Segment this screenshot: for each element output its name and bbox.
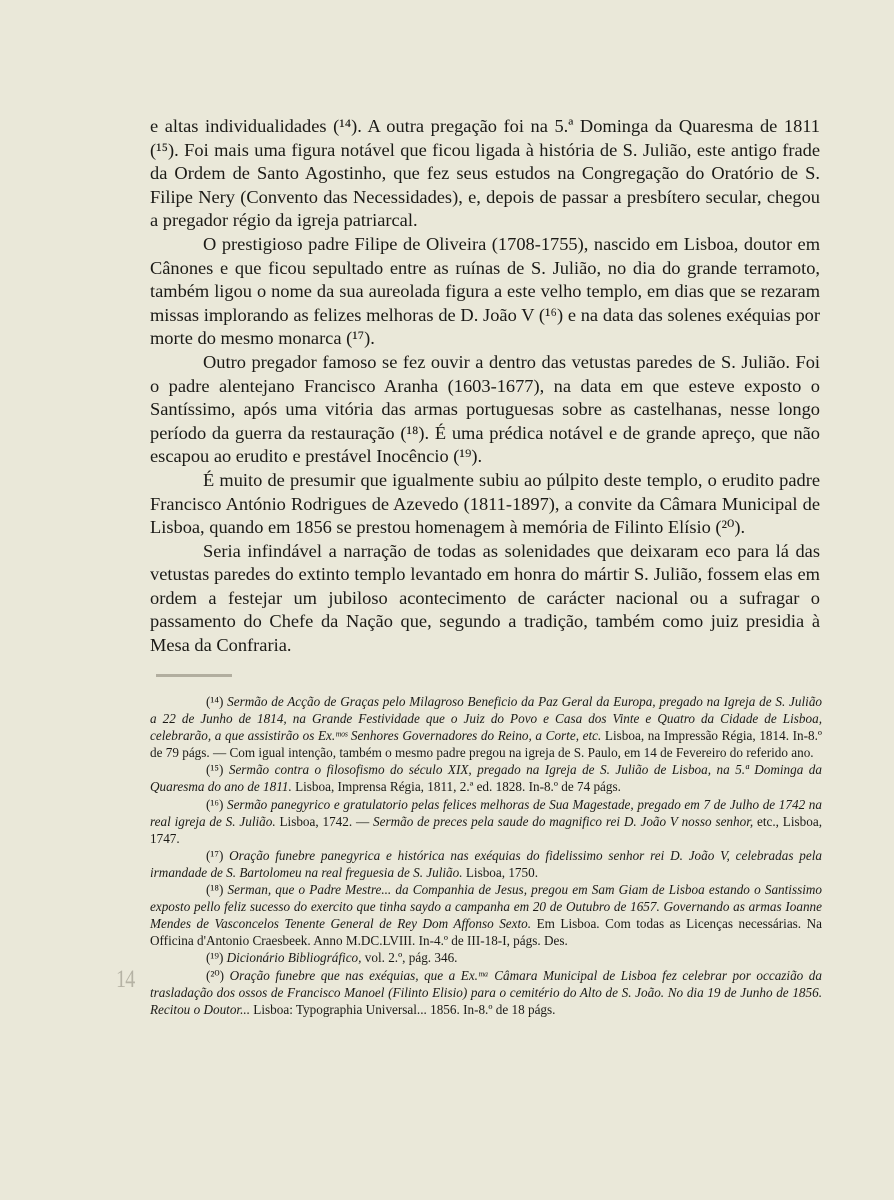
footnotes [150,693,822,1018]
main-text [150,115,820,658]
footnote-title: Oração funebre panegyrica e histórica nas exéquias do fidelissimo senhor rei D. João V, celebradas pela irmandade de S. Bartolomeu na real freguesia de S. Julião. [150,847,822,880]
footnote-0 [150,693,822,761]
paragraph-5: Seria infindável a narração de todas as solenidades que deixaram eco para lá das vetustas paredes do extinto templo levantado em honra do mártir S. Julião, fossem elas em ordem a festejar um jubiloso acontecimento de carácter nacional ou a sufragar o passamento do Chefe da Nação que, segundo a tradição, também como juiz presidia à Mesa da Confraria. [150,540,820,656]
footnote-text: vol. 2.º, pág. 346. [361,950,458,966]
footnote-title: Sermão panegyrico e gratulatorio pelas felices melhoras de Sua Magestade, pregado em 7 de Julho de 1742 na real igreja de S. Julião. [150,796,822,829]
footnote-number: (¹⁸) [206,882,224,898]
footnote-text: Lisboa: Typographia Universal... 1856. In-8.º de 18 págs. [250,1001,556,1017]
footnote-text: Em Lisboa. Com todas as Licenças necessárias. Na Officina d'Antonio Craesbeek. Anno M.DC.LVIII. In-4.º de III-18-I, págs. Des. [150,916,822,949]
footnote-text: etc., Lisboa, 1747. [150,813,822,846]
footnote-number: (¹⁷) [206,847,224,863]
footnote-6 [150,967,822,1018]
footnote-title: Dicionário Bibliográfico, [226,950,362,966]
paragraph-4: É muito de presumir que igualmente subiu ao púlpito deste templo, o erudito padre Francisco António Rodrigues de Azevedo (1811-1897), a convite da Câmara Municipal de Lisboa, quando em 1856 se prestou homenagem à memória de Filinto Elísio (²⁰). [150,469,820,538]
footnote-title: Sermão de preces pela saude do magnifico rei D. João V nosso senhor, [373,813,754,829]
footnote-1 [150,761,822,795]
footnote-text: Lisboa, 1742. — [275,813,374,829]
footnote-text: Lisboa, Imprensa Régia, 1811, 2.ª ed. 1828. In-8.º de 74 págs. [291,779,621,795]
paragraph-2: O prestigioso padre Filipe de Oliveira (1708-1755), nascido em Lisboa, doutor em Cânones e que ficou sepultado entre as ruínas de S. Julião, no dia do grande terramoto, também ligou o nome da sua aureolada figura a este velho templo, em dias que se rezaram missas implorando as felizes melhoras de D. João V (¹⁶) e na data das solenes exéquias por morte do mesmo monarca (¹⁷). [150,233,820,349]
footnote-number: (¹⁵) [206,762,224,778]
footnote-text: Lisboa, na Impressão Régia, 1814. In-8.º de 79 págs. — Com igual intenção, também o mesmo padre pregou na igreja de S. Paulo, em 14 de Fevereiro do referido ano. [150,728,822,761]
page-number: 14 [116,966,135,993]
footnote-text: Lisboa, 1750. [462,864,539,880]
footnote-5 [150,949,822,966]
footnote-number: (¹⁶) [206,796,224,812]
paragraph-3: Outro pregador famoso se fez ouvir a dentro das vetustas paredes de S. Julião. Foi o padre alentejano Francisco Aranha (1603-1677), na data em que esteve exposto o Santíssimo, após uma vitória das armas portuguesas sobre as castelhanas, nesse longo período da guerra da restauração (¹⁸). É uma prédica notável e de grande apreço, que não escapou ao erudito e prestável Inocêncio (¹⁹). [150,351,820,467]
footnote-divider [156,674,232,677]
footnote-title: Oração funebre que nas exéquias, que a Ex.ᵐᵃ Câmara Municipal de Lisboa fez celebrar por occazião da trasladação dos ossos de Francisco Manoel (Filinto Elisio) para o cemitério do Alto de S. João. No dia 19 de Junho de 1856. Recitou o Doutor... [150,967,822,1017]
footnote-3 [150,847,822,881]
footnote-number: (¹⁴) [206,694,224,709]
footnote-number: (¹⁹) [206,950,224,966]
footnote-4 [150,881,822,949]
paragraph-1: e altas individualidades (¹⁴). A outra pregação foi na 5.ª Dominga da Quaresma de 1811 (¹⁵). Foi mais uma figura notável que ficou ligada à história de S. Julião, este antigo frade da Ordem de Santo Agostinho, que fez seus estudos na Congregação do Oratório de S. Filipe Nery (Convento das Necessidades), e, depois de passar a presbítero secular, chegou a pregador régio da igreja patriarcal. [150,116,820,231]
footnote-2 [150,796,822,847]
footnote-title: Sermão contra o filosofismo do século XIX, pregado na Igreja de S. Julião de Lisboa, na 5.ª Dominga da Quaresma do ano de 1811. [150,762,822,795]
footnote-title: Sermão de Acção de Graças pelo Milagroso Beneficio da Paz Geral da Europa, pregado na Igreja de S. Julião a 22 de Junho de 1814, na Grande Festividade que o Juiz do Povo e Casa dos Vinte e Quatro da Cidade de Lisboa, celebrarão, a que assistirão os Ex.ᵐᵒˢ Senhores Governadores do Reino, a Corte, etc. [150,694,823,744]
footnote-title: Serman, que o Padre Mestre... da Companhia de Jesus, pregou em Sam Giam de Lisboa estando o Santissimo exposto pello feliz sucesso do exercito que tinha saydo a campanha em 20 de Outubro de 1657. Governando as armas Ioanne Mendes de Vasconcelos Tenente General de Rey Dom Affonso Sexto. [150,882,823,932]
footnote-number: (²⁰) [206,967,225,983]
